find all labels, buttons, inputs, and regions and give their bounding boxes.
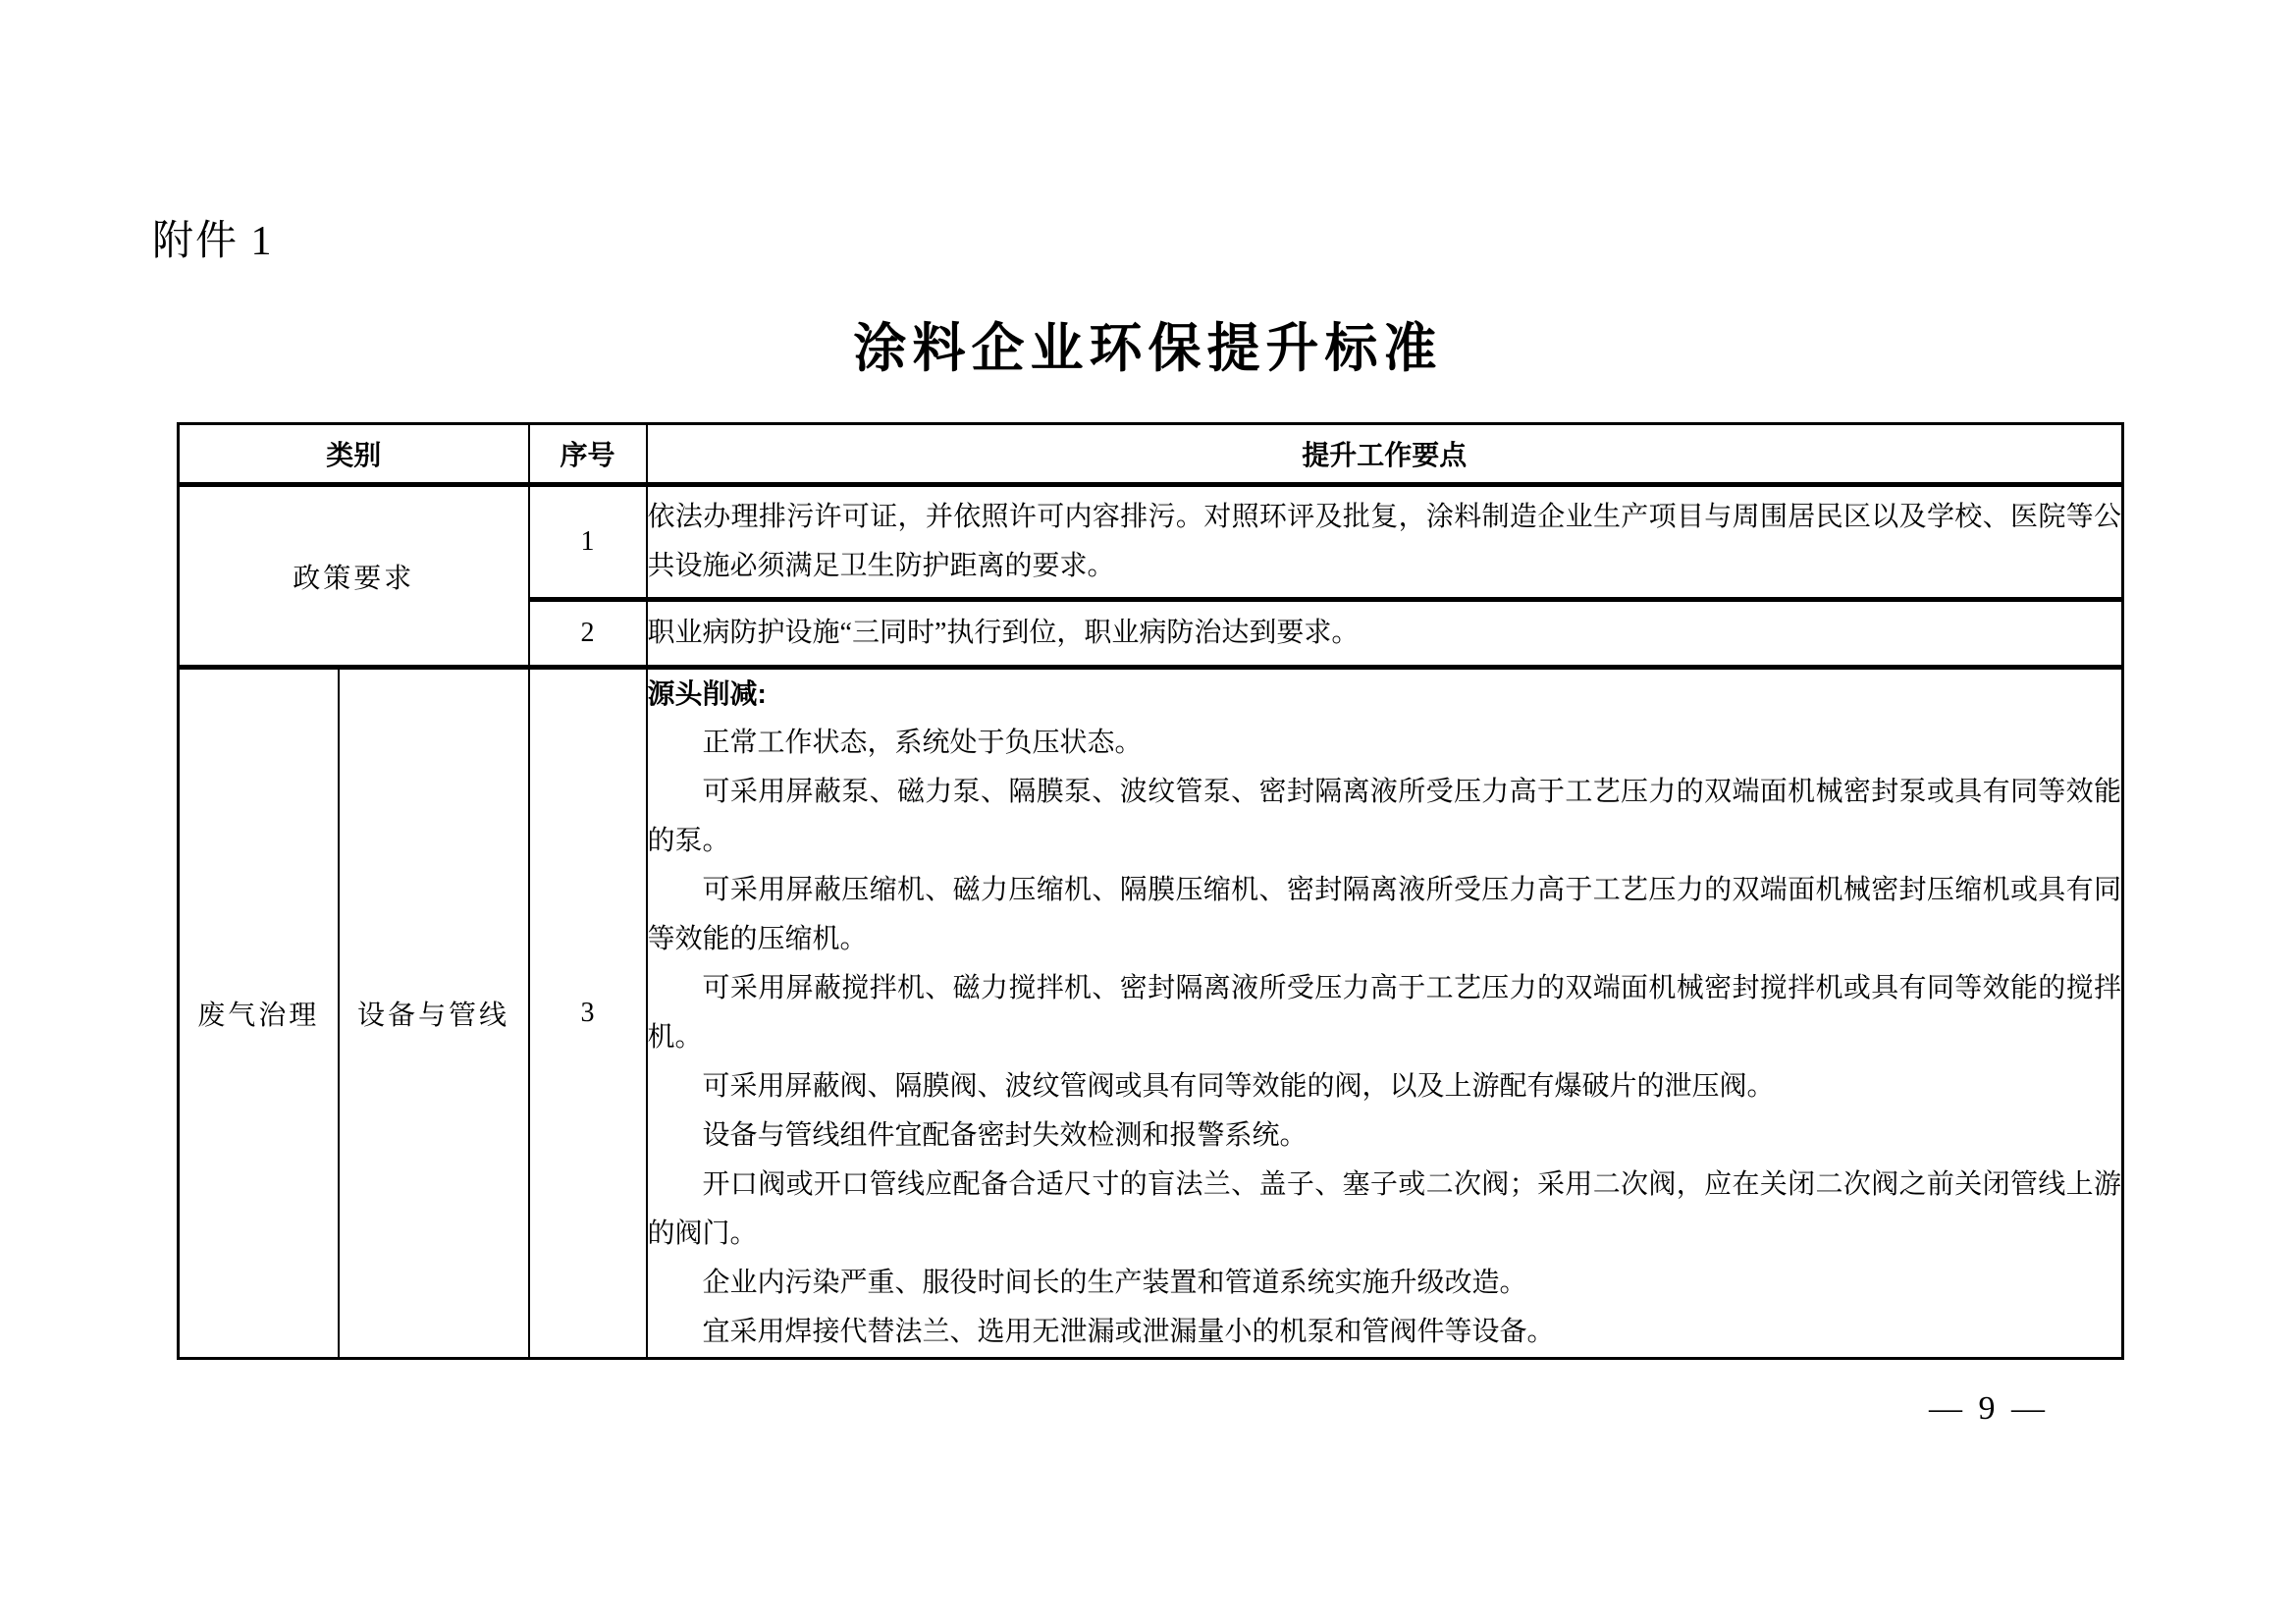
- cell-serial-3: 3: [529, 668, 647, 1359]
- content-heading-source-reduction: 源头削减:: [647, 678, 767, 709]
- standards-table: [177, 422, 2124, 1360]
- cell-content-1: 依法办理排污许可证，并依照许可内容排污。对照环评及批复，涂料制造企业生产项目与周围居民区以及学校、医院等公共设施必须满足卫生防护距离的要求。: [647, 485, 2123, 600]
- cell-category-wastegas: 废气治理: [179, 668, 339, 1359]
- content-paragraph: 可采用屏蔽阀、隔膜阀、波纹管阀或具有同等效能的阀，以及上游配有爆破片的泄压阀。: [702, 1071, 1775, 1102]
- content-paragraph: 可采用屏蔽搅拌机、磁力搅拌机、密封隔离液所受压力高于工艺压力的双端面机械密封搅拌机或具有同等效能的搅拌机。: [647, 973, 2121, 1053]
- cell-serial-1: 1: [529, 485, 647, 600]
- cell-content-2: 职业病防护设施“三同时”执行到位，职业病防治达到要求。: [647, 600, 2123, 668]
- cell-category-policy: 政策要求: [179, 485, 529, 668]
- cell-serial-2: 2: [529, 600, 647, 668]
- header-points: 提升工作要点: [647, 424, 2123, 485]
- attachment-label: 附件 1: [152, 219, 274, 264]
- cell-category-equipment: 设备与管线: [339, 668, 529, 1359]
- page-title: 涂料企业环保提升标准: [853, 319, 1443, 378]
- content-paragraph: 企业内污染严重、服役时间长的生产装置和管道系统实施升级改造。: [702, 1268, 1527, 1298]
- header-category: 类别: [179, 424, 529, 485]
- content-paragraph: 可采用屏蔽压缩机、磁力压缩机、隔膜压缩机、密封隔离液所受压力高于工艺压力的双端面机械密封压缩机或具有同等效能的压缩机。: [647, 875, 2121, 954]
- table-row-policy-1: [179, 485, 2123, 600]
- header-serial: 序号: [529, 424, 647, 485]
- content-paragraph: 宜采用焊接代替法兰、选用无泄漏或泄漏量小的机泵和管阀件等设备。: [702, 1317, 1555, 1347]
- cell-content-3: [647, 668, 2123, 1359]
- table-row-wastegas: [179, 668, 2123, 1359]
- content-paragraph: 可采用屏蔽泵、磁力泵、隔膜泵、波纹管泵、密封隔离液所受压力高于工艺压力的双端面机械密封泵或具有同等效能的泵。: [647, 777, 2121, 856]
- content-paragraph: 开口阀或开口管线应配备合适尺寸的盲法兰、盖子、塞子或二次阀；采用二次阀，应在关闭二次阀之前关闭管线上游的阀门。: [647, 1169, 2121, 1249]
- page-number: — 9 —: [1929, 1390, 2049, 1427]
- content-paragraph: 正常工作状态，系统处于负压状态。: [702, 728, 1143, 758]
- table-header-row: [179, 424, 2123, 485]
- content-paragraph: 设备与管线组件宜配备密封失效检测和报警系统。: [702, 1120, 1308, 1151]
